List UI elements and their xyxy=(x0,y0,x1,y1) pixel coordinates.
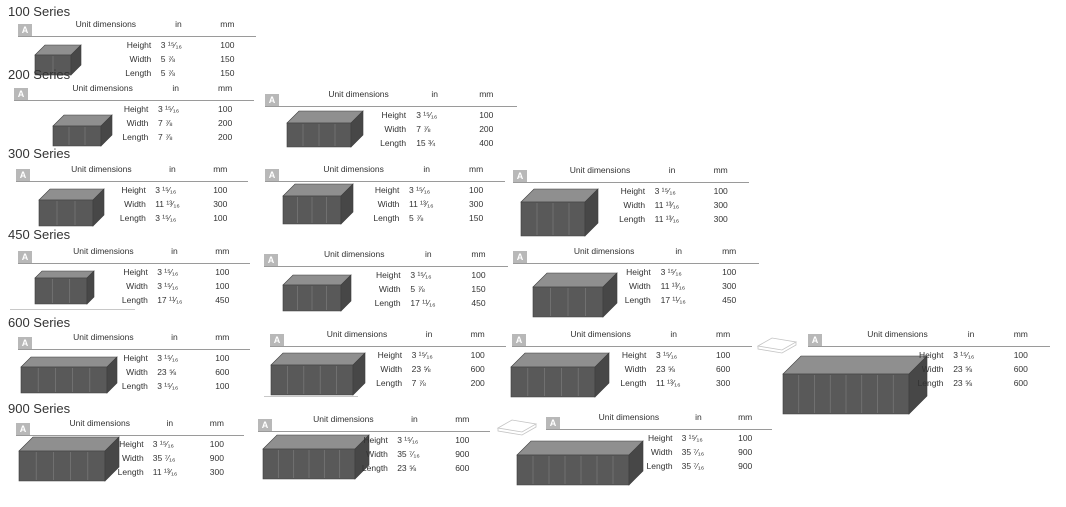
row-label-length: Length xyxy=(917,378,944,388)
value-length-in: 5 ⅞ xyxy=(409,213,424,223)
type-badge: A xyxy=(18,251,32,264)
unit-dimension-table xyxy=(16,164,248,226)
value-width-in: 11 ¹³⁄₁₆ xyxy=(155,199,180,209)
value-width-in: 11 ¹³⁄₁₆ xyxy=(660,281,686,291)
value-width-in: 23 ⅝ xyxy=(953,364,973,374)
header-mm: mm xyxy=(479,89,494,99)
header-rule xyxy=(265,181,505,182)
header-in: in xyxy=(695,412,702,422)
row-label-width: Width xyxy=(366,449,388,459)
value-length-in: 3 ¹⁵⁄₁₆ xyxy=(157,381,179,391)
value-length-mm: 100 xyxy=(213,213,228,223)
value-width-in: 5 ⅞ xyxy=(160,54,175,64)
row-label-width: Width xyxy=(126,367,148,377)
header-mm: mm xyxy=(469,164,484,174)
value-width-mm: 300 xyxy=(722,281,737,291)
value-length-mm: 400 xyxy=(479,138,494,148)
value-height-in: 3 ¹⁵⁄₁₆ xyxy=(157,267,179,277)
value-length-mm: 200 xyxy=(470,378,485,388)
header-unit-dimensions: Unit dimensions xyxy=(867,329,928,339)
header-in: in xyxy=(175,19,182,29)
row-label-height: Height xyxy=(126,40,152,50)
header-unit-dimensions: Unit dimensions xyxy=(73,246,134,256)
value-length-mm: 450 xyxy=(471,298,486,308)
row-label-length: Length xyxy=(624,295,651,305)
value-length-in: 11 ¹³⁄₁₆ xyxy=(656,378,681,388)
unit-dimension-table xyxy=(258,414,490,476)
value-width-in: 11 ¹³⁄₁₆ xyxy=(654,200,680,210)
value-height-in: 3 ¹⁵⁄₁₆ xyxy=(660,267,682,277)
value-width-mm: 900 xyxy=(455,449,470,459)
unit-dimension-table xyxy=(265,164,505,226)
value-length-mm: 150 xyxy=(220,68,235,78)
value-height-in: 3 ¹⁵⁄₁₆ xyxy=(953,350,975,360)
header-in: in xyxy=(171,246,178,256)
value-length-in: 5 ⅞ xyxy=(160,68,175,78)
header-unit-dimensions: Unit dimensions xyxy=(75,19,137,29)
value-width-in: 3 ¹⁵⁄₁₆ xyxy=(157,281,179,291)
value-length-mm: 450 xyxy=(215,295,230,305)
value-width-mm: 600 xyxy=(215,367,230,377)
row-label-length: Length xyxy=(646,461,673,471)
value-height-in: 3 ¹⁵⁄₁₆ xyxy=(411,350,433,360)
row-label-width: Width xyxy=(384,124,407,134)
header-unit-dimensions: Unit dimensions xyxy=(323,164,384,174)
header-in: in xyxy=(431,89,438,99)
value-width-in: 23 ⅝ xyxy=(656,364,675,374)
type-badge: A xyxy=(513,170,527,183)
type-badge: A xyxy=(270,334,284,347)
type-badge: A xyxy=(265,94,279,107)
header-mm: mm xyxy=(218,83,233,93)
unit-dimension-table xyxy=(513,246,759,308)
value-width-in: 23 ⅝ xyxy=(411,364,431,374)
header-rule xyxy=(808,346,1050,347)
row-label-height: Height xyxy=(626,267,651,277)
header-unit-dimensions: Unit dimensions xyxy=(313,414,374,424)
header-unit-dimensions: Unit dimensions xyxy=(72,83,133,93)
header-in: in xyxy=(668,165,676,175)
row-label-length: Length xyxy=(373,213,400,223)
value-width-in: 35 ⁷⁄₁₆ xyxy=(152,453,176,463)
header-in: in xyxy=(166,418,174,428)
unit-dimension-table xyxy=(18,332,250,394)
value-length-in: 11 ¹³⁄₁₆ xyxy=(654,214,680,224)
unit-dimension-table xyxy=(16,418,244,480)
paver-outline-icon xyxy=(496,418,538,440)
row-label-height: Height xyxy=(918,350,944,360)
row-label-width: Width xyxy=(126,281,148,291)
row-label-width: Width xyxy=(378,284,401,294)
header-unit-dimensions: Unit dimensions xyxy=(71,164,132,174)
row-label-height: Height xyxy=(621,350,647,360)
value-length-in: 11 ¹³⁄₁₆ xyxy=(152,467,178,477)
header-in: in xyxy=(670,329,678,339)
series-title: 450 Series xyxy=(8,227,71,242)
series-title: 600 Series xyxy=(8,315,71,330)
value-height-in: 3 ¹⁵⁄₁₆ xyxy=(160,40,182,50)
type-badge: A xyxy=(18,24,32,37)
header-mm: mm xyxy=(716,329,731,339)
header-in: in xyxy=(425,329,433,339)
value-width-in: 11 ¹³⁄₁₆ xyxy=(409,199,434,209)
header-rule xyxy=(513,182,749,183)
value-height-in: 3 ¹⁵⁄₁₆ xyxy=(397,435,419,445)
value-length-in: 7 ⅞ xyxy=(411,378,426,388)
value-height-mm: 100 xyxy=(209,439,224,449)
header-mm: mm xyxy=(471,249,486,259)
value-height-mm: 100 xyxy=(479,110,494,120)
type-badge: A xyxy=(808,334,822,347)
value-height-mm: 100 xyxy=(1013,350,1028,360)
header-unit-dimensions: Unit dimensions xyxy=(326,329,388,339)
row-label-width: Width xyxy=(623,200,646,210)
value-height-in: 3 ¹⁵⁄₁₆ xyxy=(416,110,438,120)
value-length-mm: 900 xyxy=(738,461,753,471)
header-in: in xyxy=(169,164,176,174)
row-label-height: Height xyxy=(123,267,148,277)
value-width-in: 35 ⁷⁄₁₆ xyxy=(681,447,705,457)
unit-dimension-table xyxy=(18,246,250,308)
header-rule xyxy=(270,346,506,347)
row-label-width: Width xyxy=(377,199,400,209)
row-label-height: Height xyxy=(123,353,148,363)
header-mm: mm xyxy=(1013,329,1028,339)
value-height-mm: 100 xyxy=(469,185,484,195)
value-width-mm: 300 xyxy=(713,200,728,210)
paver-outline-icon xyxy=(756,336,798,358)
series-title: 200 Series xyxy=(8,67,71,82)
header-unit-dimensions: Unit dimensions xyxy=(569,165,631,175)
header-unit-dimensions: Unit dimensions xyxy=(573,246,635,256)
value-length-in: 3 ¹⁵⁄₁₆ xyxy=(155,213,177,223)
header-rule xyxy=(18,36,256,37)
value-width-mm: 600 xyxy=(716,364,731,374)
header-in: in xyxy=(967,329,975,339)
unit-dimension-table xyxy=(265,89,517,151)
row-label-length: Length xyxy=(125,68,152,78)
header-rule xyxy=(546,429,772,430)
row-label-height: Height xyxy=(377,350,403,360)
row-label-length: Length xyxy=(376,378,403,388)
unit-dimension-table xyxy=(264,249,508,311)
header-rule xyxy=(264,266,508,267)
row-label-width: Width xyxy=(380,364,403,374)
header-rule xyxy=(18,263,250,264)
row-label-length: Length xyxy=(122,132,149,142)
value-width-mm: 900 xyxy=(738,447,753,457)
row-label-width: Width xyxy=(124,199,146,209)
header-mm: mm xyxy=(215,332,230,342)
header-unit-dimensions: Unit dimensions xyxy=(570,329,631,339)
header-rule xyxy=(258,431,490,432)
value-width-mm: 200 xyxy=(479,124,494,134)
value-width-mm: 200 xyxy=(218,118,233,128)
value-length-mm: 450 xyxy=(722,295,737,305)
row-label-height: Height xyxy=(381,110,407,120)
header-mm: mm xyxy=(738,412,753,422)
header-mm: mm xyxy=(209,418,224,428)
value-height-in: 3 ¹⁵⁄₁₆ xyxy=(157,353,179,363)
row-label-width: Width xyxy=(629,281,651,291)
value-height-mm: 100 xyxy=(218,104,233,114)
type-badge: A xyxy=(16,423,30,436)
value-width-in: 5 ⅞ xyxy=(410,284,425,294)
value-height-mm: 100 xyxy=(716,350,731,360)
value-length-mm: 200 xyxy=(218,132,233,142)
header-unit-dimensions: Unit dimensions xyxy=(324,249,385,259)
value-length-mm: 300 xyxy=(716,378,731,388)
value-length-mm: 300 xyxy=(209,467,224,477)
value-height-mm: 100 xyxy=(220,40,235,50)
header-rule xyxy=(14,100,254,101)
header-mm: mm xyxy=(213,164,228,174)
value-height-in: 3 ¹⁵⁄₁₆ xyxy=(656,350,678,360)
row-label-height: Height xyxy=(363,435,388,445)
type-badge: A xyxy=(14,88,28,101)
header-in: in xyxy=(423,164,431,174)
row-label-height: Height xyxy=(121,185,146,195)
type-badge: A xyxy=(512,334,526,347)
header-mm: mm xyxy=(470,329,485,339)
row-label-width: Width xyxy=(624,364,647,374)
value-width-in: 23 ⅝ xyxy=(157,367,177,377)
value-width-in: 35 ⁷⁄₁₆ xyxy=(397,449,420,459)
header-rule xyxy=(18,349,250,350)
header-in: in xyxy=(425,249,432,259)
row-label-width: Width xyxy=(121,453,144,463)
type-badge: A xyxy=(16,169,30,182)
value-width-mm: 100 xyxy=(215,281,230,291)
value-length-in: 15 ¾ xyxy=(416,138,436,148)
value-length-mm: 300 xyxy=(713,214,728,224)
header-in: in xyxy=(171,332,178,342)
row-label-height: Height xyxy=(119,439,144,449)
header-unit-dimensions: Unit dimensions xyxy=(69,418,130,428)
series-title: 100 Series xyxy=(8,4,71,19)
row-label-height: Height xyxy=(374,185,400,195)
type-badge: A xyxy=(265,169,279,182)
header-rule xyxy=(16,435,244,436)
header-unit-dimensions: Unit dimensions xyxy=(598,412,660,422)
type-badge: A xyxy=(18,337,32,350)
row-label-length: Length xyxy=(361,463,388,473)
value-length-in: 17 ¹¹⁄₁₆ xyxy=(157,295,183,305)
value-length-in: 23 ⅝ xyxy=(397,463,417,473)
row-label-length: Length xyxy=(619,214,646,224)
value-width-mm: 300 xyxy=(213,199,228,209)
header-rule xyxy=(512,346,752,347)
row-label-length: Length xyxy=(620,378,647,388)
value-width-mm: 600 xyxy=(470,364,485,374)
unit-dimension-table xyxy=(270,329,506,391)
header-in: in xyxy=(675,246,682,256)
header-rule xyxy=(513,263,759,264)
header-in: in xyxy=(172,83,180,93)
value-width-in: 7 ⅞ xyxy=(158,118,173,128)
row-label-length: Length xyxy=(374,298,401,308)
row-label-height: Height xyxy=(647,433,673,443)
value-height-in: 3 ¹⁵⁄₁₆ xyxy=(152,439,174,449)
series-title: 300 Series xyxy=(8,146,71,161)
value-height-in: 3 ¹⁵⁄₁₆ xyxy=(681,433,703,443)
unit-dimension-table xyxy=(513,165,749,227)
value-height-in: 3 ¹⁵⁄₁₆ xyxy=(158,104,180,114)
row-label-height: Height xyxy=(620,186,646,196)
unit-dimension-table xyxy=(546,412,772,474)
row-label-length: Length xyxy=(121,381,148,391)
header-mm: mm xyxy=(215,246,230,256)
value-height-in: 3 ¹⁵⁄₁₆ xyxy=(654,186,676,196)
header-mm: mm xyxy=(220,19,235,29)
header-mm: mm xyxy=(455,414,470,424)
type-badge: A xyxy=(513,251,527,264)
value-height-in: 3 ¹⁵⁄₁₆ xyxy=(410,270,432,280)
value-length-in: 23 ⅝ xyxy=(953,378,973,388)
section-rule xyxy=(264,396,358,397)
value-height-mm: 100 xyxy=(722,267,737,277)
value-height-mm: 100 xyxy=(470,350,485,360)
value-width-mm: 150 xyxy=(220,54,235,64)
value-width-mm: 600 xyxy=(1013,364,1028,374)
value-length-mm: 100 xyxy=(215,381,230,391)
value-width-mm: 150 xyxy=(471,284,486,294)
header-rule xyxy=(265,106,517,107)
value-length-in: 17 ¹¹⁄₁₆ xyxy=(410,298,436,308)
value-width-mm: 300 xyxy=(469,199,484,209)
value-length-in: 35 ⁷⁄₁₆ xyxy=(681,461,705,471)
header-mm: mm xyxy=(713,165,728,175)
value-length-in: 7 ⅞ xyxy=(158,132,173,142)
value-length-mm: 600 xyxy=(455,463,470,473)
series-title: 900 Series xyxy=(8,401,71,416)
value-height-mm: 100 xyxy=(215,353,230,363)
type-badge: A xyxy=(546,417,560,430)
value-height-mm: 100 xyxy=(713,186,728,196)
row-label-length: Length xyxy=(121,295,148,305)
value-height-mm: 100 xyxy=(215,267,230,277)
row-label-height: Height xyxy=(123,104,149,114)
type-badge: A xyxy=(264,254,278,267)
section-rule xyxy=(10,309,135,310)
value-length-mm: 600 xyxy=(1013,378,1028,388)
header-unit-dimensions: Unit dimensions xyxy=(328,89,389,99)
value-height-mm: 100 xyxy=(471,270,486,280)
value-length-mm: 150 xyxy=(469,213,484,223)
value-height-mm: 100 xyxy=(455,435,470,445)
row-label-length: Length xyxy=(119,213,146,223)
header-in: in xyxy=(411,414,418,424)
unit-dimension-table xyxy=(808,329,1050,391)
header-mm: mm xyxy=(722,246,737,256)
type-badge: A xyxy=(258,419,272,432)
header-rule xyxy=(16,181,248,182)
value-height-mm: 100 xyxy=(738,433,753,443)
row-label-length: Length xyxy=(117,467,144,477)
value-height-in: 3 ¹⁵⁄₁₆ xyxy=(155,185,177,195)
value-width-mm: 900 xyxy=(209,453,224,463)
value-width-in: 7 ⅞ xyxy=(416,124,431,134)
header-unit-dimensions: Unit dimensions xyxy=(73,332,134,342)
value-length-in: 17 ¹¹⁄₁₆ xyxy=(660,295,686,305)
row-label-width: Width xyxy=(129,54,152,64)
row-label-height: Height xyxy=(376,270,401,280)
value-height-in: 3 ¹⁵⁄₁₆ xyxy=(409,185,431,195)
row-label-width: Width xyxy=(650,447,673,457)
value-height-mm: 100 xyxy=(213,185,228,195)
row-label-width: Width xyxy=(126,118,149,128)
row-label-width: Width xyxy=(921,364,944,374)
row-label-length: Length xyxy=(380,138,407,148)
unit-dimension-table xyxy=(14,83,254,145)
unit-dimension-table xyxy=(512,329,752,391)
